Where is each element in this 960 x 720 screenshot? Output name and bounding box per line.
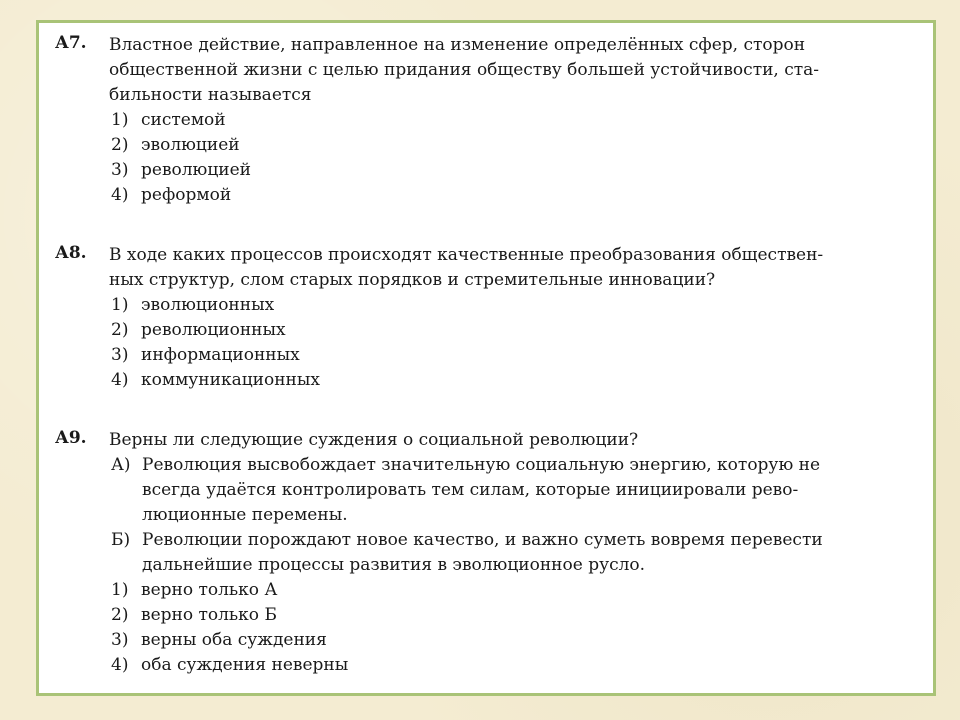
option-text: эволюционных [141, 295, 275, 315]
test-card-frame [36, 20, 936, 696]
question-stem-line: В ходе каких процессов происходят качественные преобразования обществен- [109, 245, 824, 265]
option-text: реформой [141, 185, 232, 205]
option-text: верно только А [141, 580, 278, 600]
option-text: коммуникационных [141, 370, 321, 390]
option-number: 1) [111, 110, 129, 130]
statement-b [111, 528, 823, 552]
answer-option[interactable] [111, 108, 226, 132]
statement-text: всегда удаётся контролировать тем силам, которые инициировали рево- [142, 480, 799, 500]
option-text: эволюцией [141, 135, 240, 155]
answer-option[interactable] [111, 603, 277, 627]
question-number: А9. [55, 428, 87, 448]
option-text: оба суждения неверны [141, 655, 349, 675]
option-number: 3) [111, 630, 129, 650]
question-stem-line: ных структур, слом старых порядков и стремительные инновации? [109, 270, 716, 290]
option-text: революцией [141, 160, 252, 180]
option-number: 3) [111, 345, 129, 365]
option-text: верно только Б [141, 605, 277, 625]
statement-label: Б) [111, 530, 131, 550]
answer-option[interactable] [111, 578, 277, 602]
question-stem-line: общественной жизни с целью придания обществу большей устойчивости, ста- [109, 60, 820, 80]
option-text: революционных [141, 320, 286, 340]
question-stem-line: бильности называется [109, 85, 312, 105]
option-number: 4) [111, 370, 129, 390]
question-stem-line: Властное действие, направленное на изменение определённых сфер, сторон [109, 35, 806, 55]
answer-option[interactable] [111, 343, 300, 367]
statement-text: Революция высвобождает значительную социальную энергию, которую не [142, 455, 821, 475]
option-number: 1) [111, 295, 129, 315]
option-number: 2) [111, 135, 129, 155]
option-number: 2) [111, 605, 129, 625]
answer-option[interactable] [111, 368, 320, 392]
option-number: 4) [111, 185, 129, 205]
answer-option[interactable] [111, 293, 274, 317]
answer-option[interactable] [111, 653, 348, 677]
answer-option[interactable] [111, 628, 327, 652]
answer-option[interactable] [111, 318, 286, 342]
statement-text: люционные перемены. [142, 505, 348, 525]
question-stem-line: Верны ли следующие суждения о социальной революции? [109, 430, 639, 450]
option-text: информационных [141, 345, 300, 365]
option-number: 4) [111, 655, 129, 675]
statement-a [111, 453, 820, 477]
option-text: системой [141, 110, 226, 130]
answer-option[interactable] [111, 133, 240, 157]
answer-option[interactable] [111, 183, 231, 207]
statement-text: Революции порождают новое качество, и важно суметь вовремя перевести [142, 530, 823, 550]
question-number: А8. [55, 243, 87, 263]
option-number: 2) [111, 320, 129, 340]
option-number: 3) [111, 160, 129, 180]
option-text: верны оба суждения [141, 630, 327, 650]
answer-option[interactable] [111, 158, 251, 182]
statement-label: А) [111, 455, 131, 475]
statement-text: дальнейшие процессы развития в эволюционное русло. [142, 555, 646, 575]
question-number: А7. [55, 33, 87, 53]
option-number: 1) [111, 580, 129, 600]
